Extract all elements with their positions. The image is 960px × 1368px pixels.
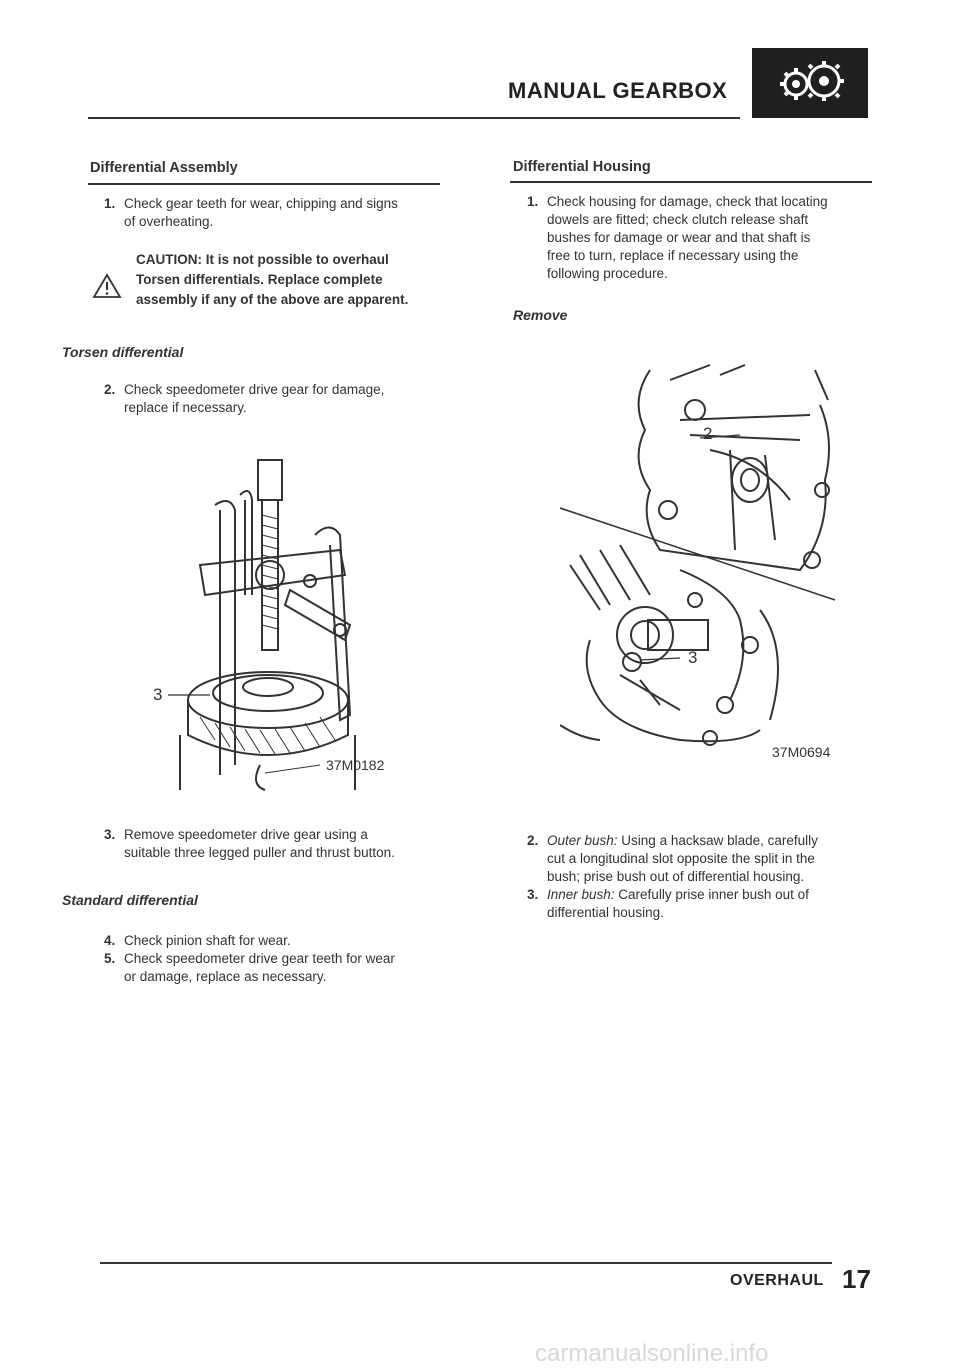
- step-number: 4.: [104, 933, 116, 948]
- figure-differential-housing-bushes: [560, 360, 845, 760]
- watermark: carmanualsonline.info: [535, 1340, 769, 1367]
- figure-code-37m0694: 37M0694: [772, 744, 831, 760]
- step-2-left: [104, 381, 444, 421]
- caution-line: assembly if any of the above are apparent.: [136, 292, 409, 307]
- step-1-left: [104, 195, 444, 235]
- header-rule: [88, 117, 740, 119]
- step-text-line: or damage, replace as necessary.: [124, 969, 327, 984]
- step-number: 2.: [104, 382, 116, 397]
- figure-code-37m0182: 37M0182: [326, 757, 385, 773]
- step-text-line: cut a longitudinal slot opposite the split in the: [547, 851, 815, 866]
- page-header-title: MANUAL GEARBOX: [508, 78, 728, 103]
- footer-rule: [100, 1262, 832, 1264]
- figure-callout-2: 2: [703, 424, 713, 443]
- step-text-line: Using a hacksaw blade, carefully: [617, 833, 818, 848]
- step-4-left: [104, 932, 464, 952]
- step-text-line: bushes for damage or wear and that shaft is: [547, 230, 811, 245]
- step-text-line: Remove speedometer drive gear using a: [124, 827, 368, 842]
- subheading-standard-differential: Standard differential: [62, 892, 198, 908]
- subheading-torsen-differential: Torsen differential: [62, 344, 184, 360]
- step-text-line: Check gear teeth for wear, chipping and signs: [124, 196, 398, 211]
- caution-line: CAUTION: It is not possible to overhaul: [136, 252, 389, 267]
- step-text-line: Check housing for damage, check that locating: [547, 194, 828, 209]
- step-text-line: Check speedometer drive gear teeth for wear: [124, 951, 395, 966]
- step-text-line: suitable three legged puller and thrust button.: [124, 845, 395, 860]
- inner-bush-label: Inner bush:: [547, 887, 615, 902]
- outer-bush-label: Outer bush:: [547, 833, 618, 848]
- section-rule: [510, 181, 872, 183]
- section-heading-differential-housing: Differential Housing: [513, 159, 651, 175]
- page-number: 17: [842, 1264, 871, 1294]
- section-heading-differential-assembly: Differential Assembly: [90, 160, 238, 176]
- section-rule: [88, 183, 440, 185]
- step-3-right: [527, 886, 887, 926]
- warning-triangle-icon: [92, 273, 122, 304]
- step-text-line: following procedure.: [547, 266, 668, 281]
- caution-note: [136, 250, 456, 310]
- step-3-left: [104, 826, 464, 866]
- step-number: 3.: [527, 887, 539, 902]
- step-text-line: differential housing.: [547, 905, 664, 920]
- step-number: 2.: [527, 833, 539, 848]
- figure-callout-3: 3: [688, 648, 698, 667]
- footer-section-label: OVERHAUL: [730, 1272, 824, 1289]
- figure-callout-3: 3: [153, 685, 163, 704]
- step-1-right: [527, 193, 887, 288]
- step-5-left: [104, 950, 464, 990]
- step-text-line: of overheating.: [124, 214, 214, 229]
- caution-line: Torsen differentials. Replace complete: [136, 272, 383, 287]
- step-2-right: [527, 832, 887, 892]
- subheading-remove: Remove: [513, 307, 568, 323]
- step-text-line: Check speedometer drive gear for damage,: [124, 382, 385, 397]
- figure-speedometer-gear-puller: [140, 455, 380, 800]
- gearbox-gears-icon: [752, 48, 868, 118]
- step-text-line: replace if necessary.: [124, 400, 247, 415]
- step-text-line: Carefully prise inner bush out of: [614, 887, 809, 902]
- step-text-line: free to turn, replace if necessary using the: [547, 248, 799, 263]
- step-number: 3.: [104, 827, 116, 842]
- step-number: 1.: [104, 196, 116, 211]
- step-number: 5.: [104, 951, 116, 966]
- step-text-line: bush; prise bush out of differential housing.: [547, 869, 805, 884]
- step-text-line: Check pinion shaft for wear.: [124, 933, 291, 948]
- step-number: 1.: [527, 194, 539, 209]
- step-text-line: dowels are fitted; check clutch release shaft: [547, 212, 809, 227]
